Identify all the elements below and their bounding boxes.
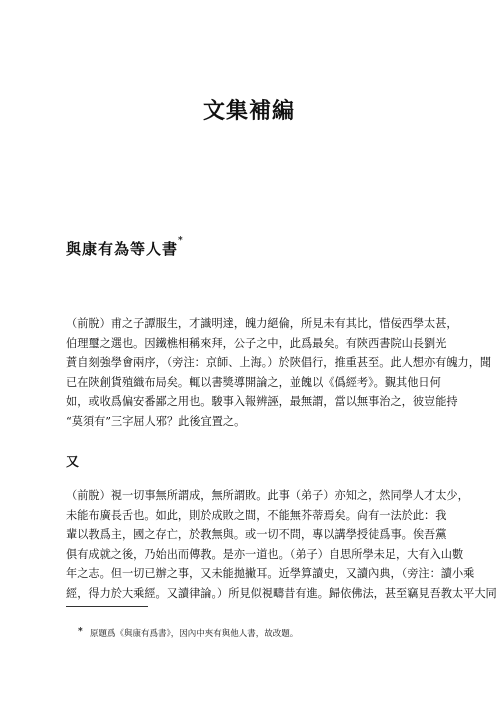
body-line: 經，得力於大乘經。又讀律論。）所見似視疇昔有進。歸依佛法，甚至竊見吾教太平大同	[66, 586, 497, 600]
body-line: 未能布廣長舌也。如此，則於成敗之間，不能無芥蒂焉矣。尙有一法於此：我	[66, 508, 447, 522]
body-line: 蕡自刻強學會兩序，（旁注：京師、上海。）於陝倡行，推重甚至。此人想亦有魄力，聞	[66, 356, 492, 370]
footnote-text: 原題爲《與康有爲書》，因內中夾有與他人書，故改題。	[90, 629, 299, 639]
footnote-marker: *	[178, 236, 184, 246]
page-title: 文集補編	[202, 98, 295, 124]
body-line: 已在陝創貨殖織布局矣。輒以書獎導開論之，並餽以《僞經考》。覲其他日何	[66, 375, 441, 389]
footnote-marker: *	[78, 627, 83, 637]
body-line: “莫須有”三字屈人邪？此後宜置之。	[66, 414, 246, 428]
body-line: 如，或收爲偏安番鄙之用也。駿事入報辨誣，最無謂，當以無事治之，彼豈能持	[66, 395, 458, 409]
body-line: 俱有成就之後，乃始出而傳教。是亦一道也。（弟子）自思所學未足，大有入山數	[66, 547, 464, 561]
body-line: 年之志。但一切已辦之事，又未能拋撇耳。近學算讀史，又讀內典，（旁注：讀小乘	[66, 567, 475, 581]
footnote-divider	[66, 606, 148, 607]
letter-heading-text: 與康有為等人書	[66, 240, 179, 258]
body-line: （前脫）甫之子譚服生，才識明達，魄力絕倫，所見未有其比，惜佞西學太甚，	[66, 317, 458, 330]
letter-body-paragraph-2	[66, 486, 497, 604]
letter-body-paragraph-1	[66, 314, 492, 432]
body-line: 伯理璽之選也。因鐵樵相稱來拜，公子之中，此爲最矣。有陝西書院山長劉光	[66, 336, 447, 350]
section-heading: 又	[66, 455, 80, 470]
body-line: （前脫）視一切事無所謂成，無所謂敗。此事（弟子）亦知之，然同學人才太少，	[66, 489, 469, 502]
letter-heading	[66, 238, 184, 259]
body-line: 輩以教爲主，國之存亡，於教無與。或一切不問，專以講學授徒爲事。俟吾黨	[66, 528, 447, 542]
